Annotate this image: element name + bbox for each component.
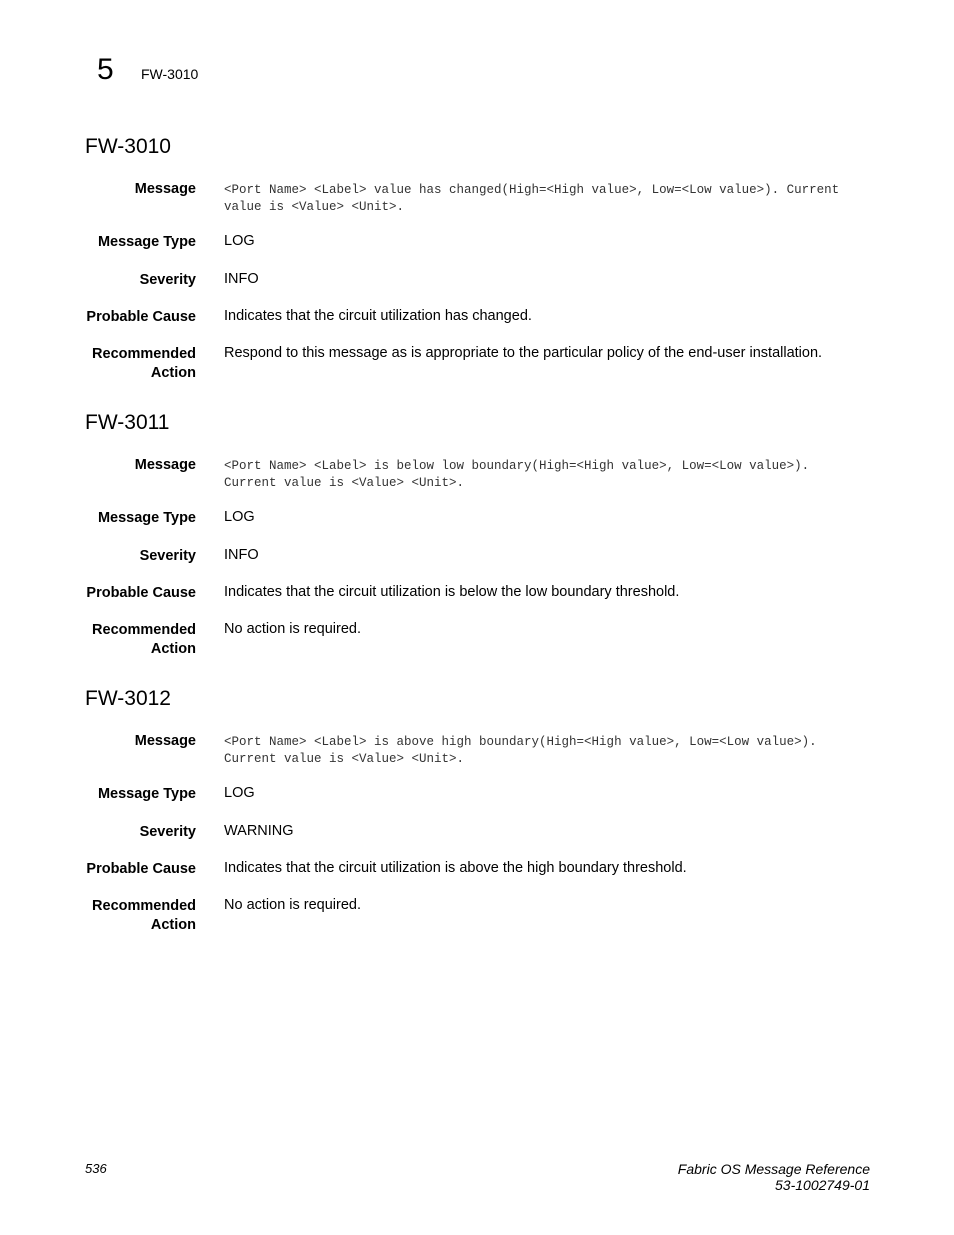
- running-title: FW-3010: [141, 66, 199, 82]
- section-title: FW-3012: [85, 687, 171, 710]
- recommended-action-label: [66, 621, 196, 659]
- message-type-value: LOG: [224, 509, 255, 525]
- recommended-action-label-line2: Action: [150, 365, 196, 381]
- message-text: <Port Name> <Label> value has changed(High=<High value>, Low=<Low value>). Current value is <Value> <Unit>.: [224, 183, 840, 214]
- probable-cause-label: Probable Cause: [86, 585, 196, 601]
- message-label: Message: [134, 733, 196, 749]
- book-title: Fabric OS Message Reference: [677, 1161, 870, 1177]
- message-label: Message: [134, 181, 196, 197]
- recommended-action-label-line1: Recommended: [92, 898, 196, 914]
- message-type-value: LOG: [224, 233, 255, 249]
- severity-label: Severity: [139, 272, 196, 288]
- recommended-action-value: Respond to this message as is appropriate to the particular policy of the end-user installation.: [224, 345, 823, 361]
- recommended-action-label: [66, 345, 196, 383]
- severity-value: WARNING: [224, 823, 294, 839]
- page-number: 536: [85, 1161, 107, 1176]
- message-type-value: LOG: [224, 785, 255, 801]
- recommended-action-value: No action is required.: [224, 897, 362, 913]
- probable-cause-value: Indicates that the circuit utilization is below the low boundary threshold.: [224, 584, 680, 600]
- doc-number: 53-1002749-01: [775, 1177, 870, 1193]
- recommended-action-label-line2: Action: [150, 641, 196, 657]
- severity-value: INFO: [224, 271, 259, 287]
- message-text: <Port Name> <Label> is below low boundary(High=<High value>, Low=<Low value>). Current value is <Value> <Unit>.: [224, 459, 810, 490]
- recommended-action-label-line2: Action: [150, 917, 196, 933]
- section-title: FW-3010: [85, 135, 171, 158]
- severity-value: INFO: [224, 547, 259, 563]
- severity-label: Severity: [139, 824, 196, 840]
- message-text: <Port Name> <Label> is above high boundary(High=<High value>, Low=<Low value>). Current value is <Value> <Unit>.: [224, 735, 817, 766]
- footer-book-info: [678, 1161, 870, 1193]
- section-title: FW-3011: [85, 411, 170, 434]
- message-label: Message: [134, 457, 196, 473]
- probable-cause-label: Probable Cause: [86, 861, 196, 877]
- probable-cause-value: Indicates that the circuit utilization is above the high boundary threshold.: [224, 860, 687, 876]
- recommended-action-value: No action is required.: [224, 621, 362, 637]
- chapter-number: 5: [97, 53, 114, 86]
- probable-cause-label: Probable Cause: [86, 309, 196, 325]
- recommended-action-label-line1: Recommended: [92, 346, 196, 362]
- recommended-action-label: [66, 897, 196, 935]
- severity-label: Severity: [139, 548, 196, 564]
- message-type-label: Message Type: [97, 510, 196, 526]
- probable-cause-value: Indicates that the circuit utilization has changed.: [224, 308, 532, 324]
- recommended-action-label-line1: Recommended: [92, 622, 196, 638]
- message-type-label: Message Type: [97, 234, 196, 250]
- message-type-label: Message Type: [97, 786, 196, 802]
